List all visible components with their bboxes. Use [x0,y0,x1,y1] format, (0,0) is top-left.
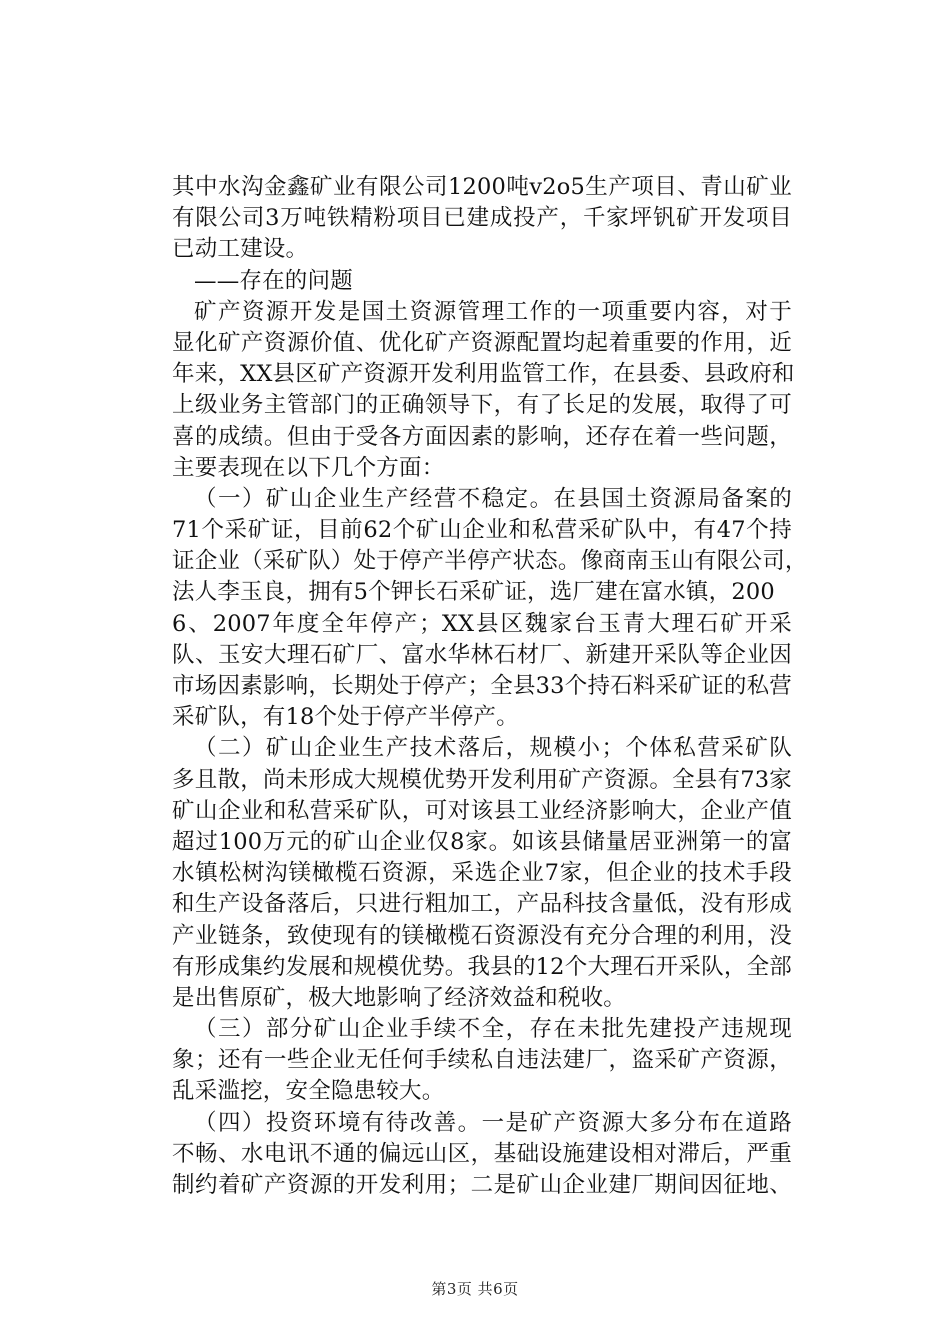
text-line: 市场因素影响，长期处于停产；全县33个持石料采矿证的私营 [172,673,792,699]
text-line: 喜的成绩。但由于受各方面因素的影响，还存在着一些问题， [172,423,792,450]
body-text [172,172,808,1201]
text-line: 主要表现在以下几个方面： [172,454,445,481]
text-line: 已动工建设。 [172,236,309,263]
text-line: 乱采滥挖，安全隐患较大。 [172,1078,445,1105]
text-line: 矿产资源开发是国土资源管理工作的一项重要内容，对于 [194,298,792,325]
text-line: 不畅、水电讯不通的偏远山区，基础设施建设相对滞后，严重 [172,1140,792,1167]
page-footer: 第3页 共6页 [431,1280,519,1298]
text-line: 证企业（采矿队）处于停产半停产状态。像商南玉山有限公司， [172,548,808,575]
text-line: 产业链条，致使现有的镁橄榄石资源没有充分合理的利用，没 [172,922,792,949]
text-line: 多且散，尚未形成大规模优势开发利用矿产资源。全县有73家 [172,766,792,793]
text-line: ——存在的问题 [194,267,353,294]
text-line: 71个采矿证，目前62个矿山企业和私营采矿队中，有47个持 [172,517,792,544]
text-line: 上级业务主管部门的正确领导下，有了长足的发展，取得了可 [172,392,792,419]
text-line: 队、玉安大理石矿厂、富水华林石材厂、新建开采队等企业因 [172,641,792,668]
text-line: 采矿队，有18个处于停产半停产。 [172,704,519,731]
text-line: 矿山企业和私营采矿队，可对该县工业经济影响大，企业产值 [172,797,792,824]
text-line: 和生产设备落后，只进行粗加工，产品科技含量低，没有形成 [172,891,792,918]
text-line: （二）矿山企业生产技术落后，规模小；个体私营采矿队 [194,735,792,762]
text-line: 有形成集约发展和规模优势。我县的12个大理石开采队，全部 [172,953,792,980]
text-line: 有限公司3万吨铁精粉项目已建成投产，千家坪钒矿开发项目 [172,205,792,232]
text-line: 法人李玉良，拥有5个钾长石采矿证，选厂建在富水镇，200 [172,579,775,606]
text-line: 显化矿产资源价值、优化矿产资源配置均起着重要的作用，近 [172,329,792,356]
text-line: 6、2007年度全年停产；XX县区魏家台玉青大理石矿开采 [172,610,792,637]
text-line: （四）投资环境有待改善。一是矿产资源大多分布在道路 [194,1109,792,1136]
text-line: 制约着矿产资源的开发利用；二是矿山企业建厂期间因征地、 [172,1172,792,1198]
text-line: （一）矿山企业生产经营不稳定。在县国土资源局备案的 [194,485,792,512]
text-line: 是出售原矿，极大地影响了经济效益和税收。 [172,984,627,1011]
text-line: 水镇松树沟镁橄榄石资源，采选企业7家，但企业的技术手段 [172,860,792,887]
text-line: 年来，XX县区矿产资源开发利用监管工作，在县委、县政府和 [172,361,795,388]
text-line: 超过100万元的矿山企业仅8家。如该县储量居亚洲第一的富 [172,828,792,855]
text-line: 象；还有一些企业无任何手续私自违法建厂，盗采矿产资源， [172,1047,792,1074]
text-line: 其中水沟金鑫矿业有限公司1200吨v2o5生产项目、青山矿业 [172,174,792,200]
text-line: （三）部分矿山企业手续不全，存在未批先建投产违规现 [194,1016,792,1043]
